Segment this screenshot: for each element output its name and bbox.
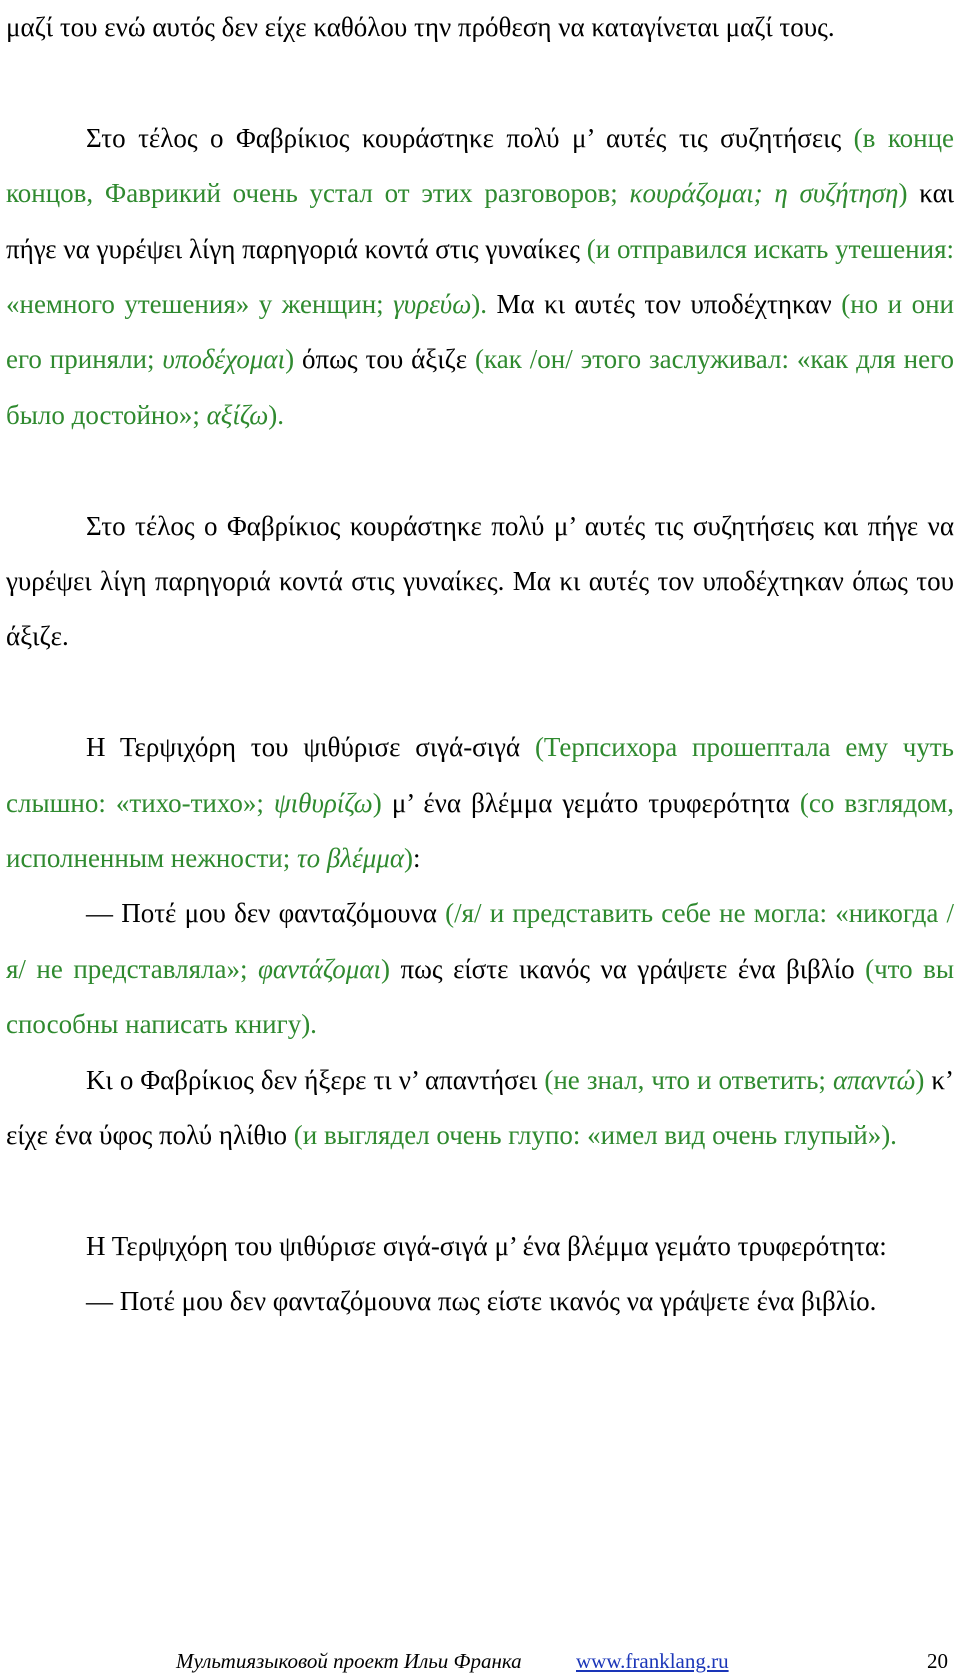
- translation-segment: (и выглядел очень глупо: «имел вид очень глупый»).: [293, 1120, 897, 1151]
- translation-segment: ψιθυρίζω: [273, 787, 373, 818]
- translation-segment: ): [285, 344, 295, 375]
- document-page: [6, 0, 954, 1330]
- greek-segment: Η Τερψιχόρη του ψιθύρισε σιγά-σιγά: [86, 732, 535, 763]
- translation-segment: υποδέχομαι: [162, 344, 286, 375]
- translation-segment: ): [915, 1064, 925, 1095]
- text-paragraph-continued: [6, 0, 954, 55]
- greek-segment: πως είστε ικανός να γράψετε ένα βιβλίο: [390, 953, 866, 984]
- greek-segment: μαζί του ενώ αυτός δεν είχε καθόλου την πρόθεση να καταγίνεται μαζί τους.: [6, 12, 835, 42]
- paragraph-gap: [6, 665, 954, 720]
- footer-project-name: Мультиязыковой проект Ильи Франка: [176, 1649, 522, 1673]
- text-paragraph-plain-2: [6, 1219, 954, 1274]
- translation-segment: ): [372, 787, 382, 818]
- translation-segment: γυρεύω: [393, 289, 472, 320]
- greek-segment: και πήγε να γυρέψει λίγη παρηγοριά κοντά στις γυναίκες: [6, 178, 954, 264]
- translation-segment: ): [404, 843, 413, 874]
- translation-segment: (/я/ и представить себе не могла: «никогда /я/ не представляла»;: [6, 898, 954, 984]
- greek-segment: Κι ο Φαβρίκιος δεν ήξερε τι ν’ απαντήσει: [86, 1064, 545, 1095]
- greek-segment: όπως του άξιζε: [294, 344, 476, 375]
- translation-segment: απαντώ: [832, 1064, 916, 1095]
- translation-segment: ).: [471, 289, 488, 320]
- greek-segment: Μα κι αυτές τον υποδέχτηκαν: [487, 289, 842, 320]
- dialogue-line-annotated: [6, 886, 954, 1052]
- translation-segment: (но и они его приняли;: [6, 289, 955, 375]
- text-paragraph-annotated-2: [6, 720, 954, 886]
- greek-segment: :: [413, 843, 421, 874]
- translation-segment: ): [381, 953, 391, 984]
- page-number: 20: [927, 1649, 948, 1673]
- footer-website-link[interactable]: www.franklang.ru: [576, 1649, 729, 1673]
- paragraph-gap: [6, 55, 954, 110]
- translation-segment: ): [898, 178, 908, 209]
- greek-segment: Στο τέλος ο Φαβρίκιος κουράστηκε πολύ μ’ αυτές τις συζητήσεις και πήγε να γυρέψει λίγη παρηγοριά κοντά στις γυναίκες. Μα κι αυτές τον υποδέχτηκαν όπως του άξιζε.: [6, 510, 954, 652]
- greek-segment: — Ποτέ μου δεν φανταζόμουνα: [86, 898, 446, 929]
- greek-segment: Η Τερψιχόρη του ψιθύρισε σιγά-σιγά μ’ ένα βλέμμα γεμάτο τρυφερότητα:: [86, 1230, 887, 1261]
- translation-segment: το βλέμμα: [297, 843, 404, 874]
- translation-segment: (Терпсихора прошептала ему чуть слышно: «тихо-тихо»;: [6, 732, 954, 818]
- translation-segment: κουράζομαι; η συζήτηση: [629, 178, 899, 209]
- translation-segment: (и отправился искать утешения: «немного утешения» у женщин;: [6, 233, 954, 320]
- greek-segment: κ’ είχε ένα ύφος πολύ ηλίθιο: [6, 1064, 955, 1151]
- text-paragraph-annotated-3: [6, 1053, 954, 1164]
- translation-segment: (не знал, что и ответить;: [544, 1064, 833, 1095]
- translation-segment: (что вы способны написать книгу).: [6, 953, 954, 1040]
- text-paragraph-annotated-1: [6, 111, 954, 443]
- translation-segment: ).: [268, 399, 285, 430]
- paragraph-gap: [6, 443, 954, 498]
- translation-segment: (как /он/ этого заслуживал: «как для него было достойно»;: [6, 344, 954, 430]
- translation-segment: αξίζω: [206, 399, 269, 430]
- text-paragraph-plain-1: [6, 499, 954, 665]
- paragraph-gap: [6, 1163, 954, 1218]
- dialogue-line-plain: [6, 1274, 954, 1329]
- translation-segment: (в конце концов, Фаврикий очень устал от этих разговоров;: [6, 122, 955, 209]
- translation-segment: φαντάζομαι: [257, 953, 382, 984]
- greek-segment: μ’ ένα βλέμμα γεμάτο τρυφερότητα: [381, 787, 800, 818]
- greek-segment: — Ποτέ μου δεν φανταζόμουνα πως είστε ικανός να γράψετε ένα βιβλίο.: [86, 1286, 877, 1317]
- page-footer: [0, 1648, 960, 1676]
- translation-segment: (со взглядом, исполненным нежности;: [6, 787, 954, 874]
- greek-segment: Στο τέλος ο Φαβρίκιος κουράστηκε πολύ μ’ αυτές τις συζητήσεις: [86, 122, 854, 153]
